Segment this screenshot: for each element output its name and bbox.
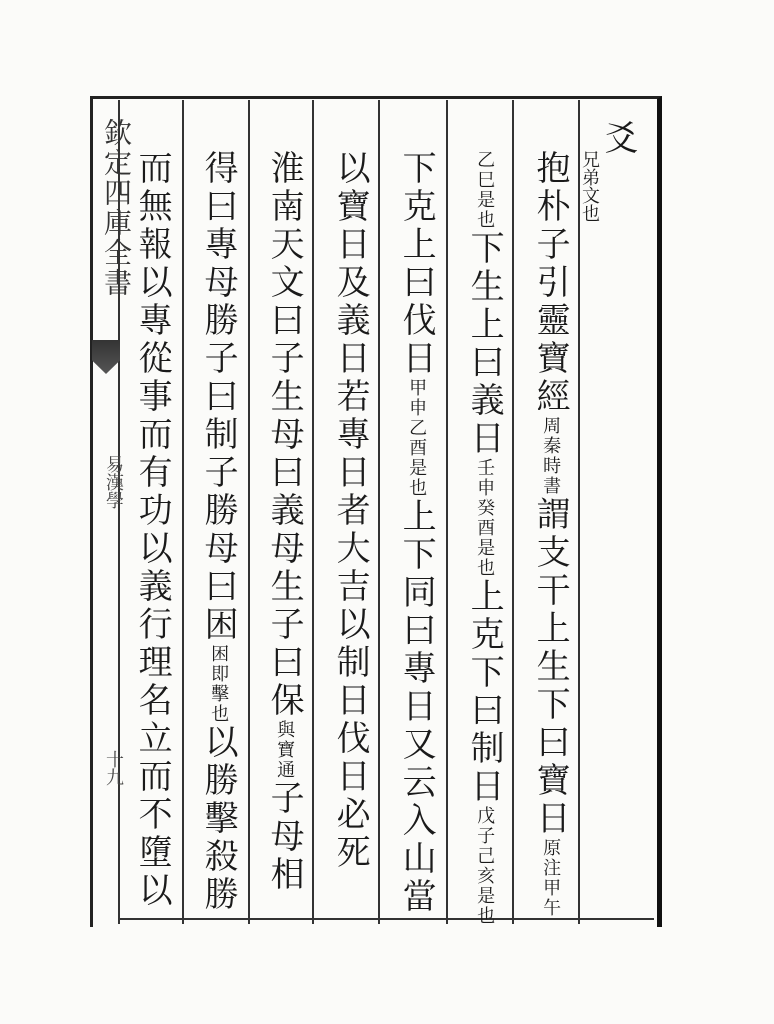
annotation: 原注甲午 bbox=[540, 838, 562, 918]
annotation: 困即擊也 bbox=[208, 644, 230, 724]
annotation: 與寶通 bbox=[274, 720, 296, 780]
text-column-6 bbox=[198, 150, 237, 914]
main-text: 而無報以專從事而有功以義行理名立而不墮以 bbox=[132, 150, 173, 910]
main-text: 下克上曰伐日 bbox=[396, 150, 437, 378]
text-column-4 bbox=[330, 150, 369, 872]
main-text: 得曰專母勝子曰制子勝母曰困 bbox=[198, 150, 239, 644]
annotation: 周秦時書 bbox=[540, 416, 562, 496]
annotation: 甲申乙酉是也 bbox=[406, 378, 428, 498]
text-column-3 bbox=[396, 150, 435, 916]
bottom-rule bbox=[118, 918, 654, 920]
section-heading-note: 兄弟文也 bbox=[579, 150, 600, 222]
column-rule bbox=[578, 100, 580, 924]
main-text: 抱朴子引靈寶經 bbox=[530, 150, 571, 416]
column-rule bbox=[378, 100, 380, 924]
margin-page-number: 十九 bbox=[103, 750, 124, 786]
column-rule bbox=[182, 100, 184, 924]
column-rule bbox=[512, 100, 514, 924]
margin-book-title: 欽定四庫全書 bbox=[100, 118, 133, 298]
annotation: 壬申癸酉是也 bbox=[474, 458, 496, 578]
section-heading: 爻 bbox=[598, 120, 638, 154]
margin-subtitle: 易漢學 bbox=[103, 455, 124, 509]
main-text: 謂支干上生下曰寶日 bbox=[530, 496, 571, 838]
column-rule bbox=[312, 100, 314, 924]
main-text: 上下同曰專日又云入山當 bbox=[396, 498, 437, 916]
main-text: 以寶日及義日若專日者大吉以制日伐日必死 bbox=[330, 150, 371, 872]
column-rule bbox=[248, 100, 250, 924]
main-text: 下生上曰義日 bbox=[464, 230, 505, 458]
annotation: 乙巳是也 bbox=[474, 150, 496, 230]
column-rule bbox=[446, 100, 448, 924]
text-column-2 bbox=[464, 150, 503, 926]
text-column-1 bbox=[530, 150, 569, 918]
main-text: 上克下曰制日 bbox=[464, 578, 505, 806]
text-column-7 bbox=[132, 150, 171, 910]
main-text: 子母相 bbox=[264, 780, 305, 894]
main-text: 以勝擊殺勝 bbox=[198, 724, 239, 914]
text-column-5 bbox=[264, 150, 303, 894]
annotation: 戊子己亥是也 bbox=[474, 806, 496, 926]
main-text: 淮南天文曰子生母曰義母生子曰保 bbox=[264, 150, 305, 720]
